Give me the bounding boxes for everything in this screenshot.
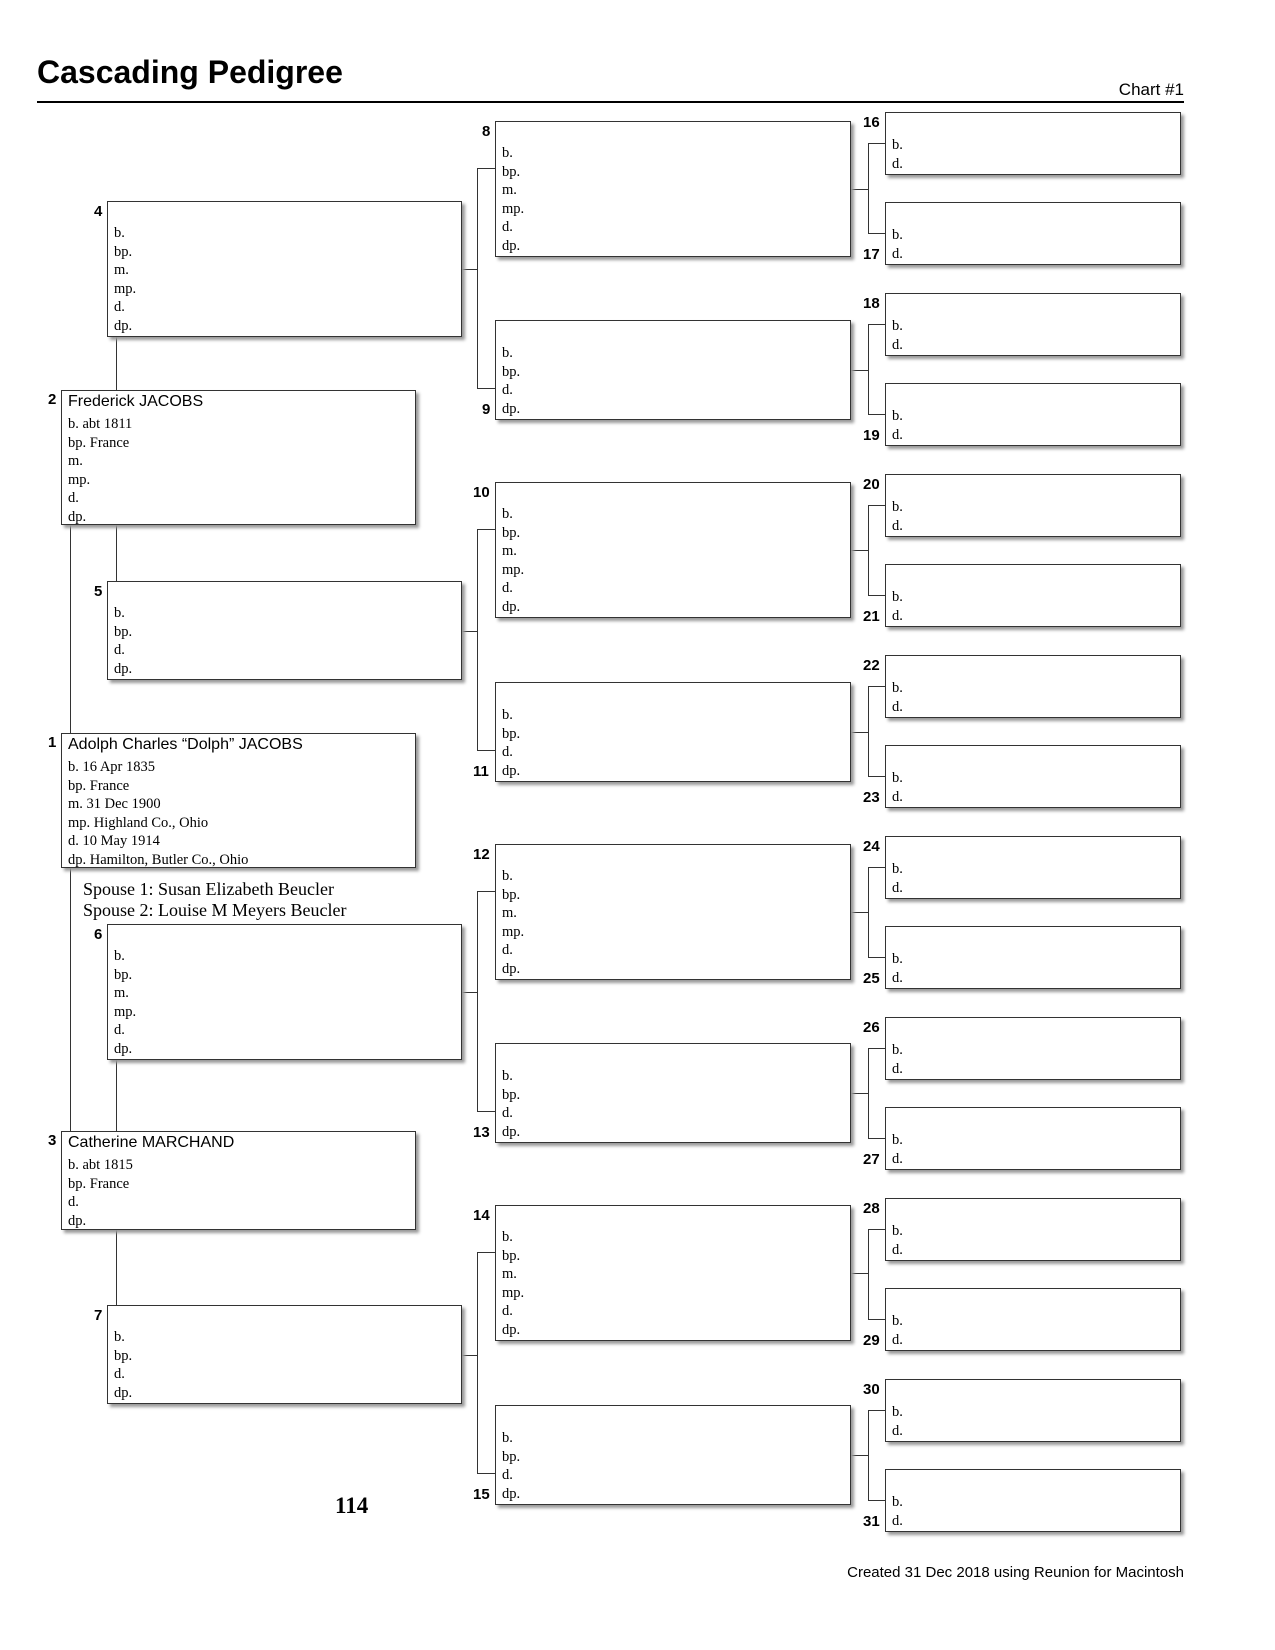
person-number: 24 [863, 838, 880, 855]
person-facts [114, 604, 132, 678]
page-title: Cascading Pedigree [37, 54, 343, 90]
bracket-top-11 [868, 686, 885, 687]
fact-line: d. [114, 299, 125, 315]
person-facts [502, 867, 524, 978]
person-facts [892, 860, 903, 897]
fact-line: dp. [502, 400, 521, 417]
person-facts [892, 317, 903, 354]
fact-line: b. [892, 951, 903, 967]
person-name: Catherine MARCHAND [68, 1134, 235, 1151]
fact-line: b. abt 1815 [68, 1157, 133, 1173]
fact-line: dp. [68, 1212, 87, 1229]
person-box-17[interactable] [885, 202, 1181, 265]
fact-line: d. [502, 942, 513, 958]
chart-number: Chart #1 [1118, 80, 1184, 99]
person-number: 28 [863, 1200, 880, 1217]
person-number: 5 [94, 583, 103, 600]
fact-line: d. [892, 879, 903, 896]
person-facts [892, 769, 903, 806]
person-facts [892, 1222, 903, 1259]
fact-line: d. [502, 1105, 513, 1121]
fact-line: dp. [114, 317, 133, 334]
person-facts [892, 588, 903, 625]
person-facts [68, 415, 132, 526]
fact-line: bp. [502, 163, 521, 180]
fact-line: b. [114, 1329, 125, 1345]
bracket-bottom-14 [868, 1319, 885, 1320]
fact-line: b. [502, 1430, 513, 1446]
fact-line: bp. [502, 1247, 521, 1264]
person-box-7[interactable] [107, 1305, 462, 1404]
bracket-vert-7 [477, 1252, 478, 1473]
fact-line: d. [892, 517, 903, 534]
bracket-vert-9 [868, 324, 869, 414]
fact-line: d. [502, 1467, 513, 1483]
person-facts [502, 505, 524, 616]
fact-line: bp. [114, 966, 133, 983]
bracket-vert-11 [868, 686, 869, 776]
person-box-22[interactable] [885, 655, 1181, 718]
fact-line: b. [114, 948, 125, 964]
fact-line: bp. [502, 524, 521, 541]
person-name: Adolph Charles “Dolph” JACOBS [68, 736, 303, 753]
person-number: 6 [94, 926, 103, 943]
person-facts [502, 1429, 520, 1503]
fact-line: b. [892, 408, 903, 424]
fact-line: dp. [502, 1321, 521, 1338]
person-facts [892, 136, 903, 173]
title-rule [37, 101, 1184, 103]
fact-line: dp. Hamilton, Butler Co., Ohio [68, 851, 249, 868]
bracket-bottom-11 [868, 776, 885, 777]
person-box-23[interactable] [885, 745, 1181, 808]
fact-line: d. [114, 642, 125, 658]
fact-line: b. [502, 1068, 513, 1084]
spouse-1: Spouse 1: Susan Elizabeth Beucler [83, 879, 334, 899]
person-box-5[interactable] [107, 581, 462, 680]
bracket-bottom-5 [477, 750, 495, 751]
fact-line: b. [502, 506, 513, 522]
person-facts [502, 706, 520, 780]
fact-line: b. [502, 145, 513, 161]
person-facts [68, 1156, 133, 1230]
person-facts [892, 1403, 903, 1440]
person-number: 13 [473, 1124, 490, 1141]
fact-line: b. [892, 589, 903, 605]
person-box-8[interactable] [495, 121, 851, 257]
fact-line: bp. France [68, 434, 130, 451]
fact-line: dp. [502, 1123, 521, 1140]
fact-line: b. [502, 1229, 513, 1245]
person-facts [892, 1041, 903, 1078]
fact-line: d. [892, 336, 903, 353]
fact-line: dp. [502, 762, 521, 779]
fact-line: mp. [114, 1003, 137, 1020]
fact-line: b. [892, 1404, 903, 1420]
bracket-stub-12 [851, 912, 868, 913]
person-box-27[interactable] [885, 1107, 1181, 1170]
person-box-31[interactable] [885, 1469, 1181, 1532]
person-number: 25 [863, 970, 880, 987]
person-box-29[interactable] [885, 1288, 1181, 1351]
person-box-25[interactable] [885, 926, 1181, 989]
fact-line: d. [68, 1194, 79, 1210]
fact-line: b. [892, 1132, 903, 1148]
connector-1-3 [70, 868, 71, 1131]
fact-line: d. [68, 490, 79, 506]
person-box-13[interactable] [495, 1043, 851, 1143]
connector-3-7 [116, 1230, 117, 1305]
person-number: 14 [473, 1207, 490, 1224]
fact-line: m. [502, 905, 517, 921]
fact-line: d. [502, 219, 513, 235]
bracket-vert-8 [868, 143, 869, 233]
fact-line: dp. [114, 1040, 133, 1057]
person-facts [114, 224, 136, 335]
person-box-19[interactable] [885, 383, 1181, 446]
person-facts [892, 1493, 903, 1530]
fact-line: m. [68, 453, 83, 469]
fact-line: bp. [114, 1347, 133, 1364]
person-number: 19 [863, 427, 880, 444]
fact-line: b. [892, 1313, 903, 1329]
person-number: 1 [48, 734, 57, 751]
bracket-vert-14 [868, 1229, 869, 1319]
fact-line: bp. [502, 725, 521, 742]
person-number: 26 [863, 1019, 880, 1036]
person-box-16[interactable] [885, 112, 1181, 175]
bracket-vert-4 [477, 168, 478, 388]
connector-1-2 [70, 525, 71, 733]
fact-line: d. [892, 1150, 903, 1167]
fact-line: dp. [68, 508, 87, 525]
fact-line: b. [114, 605, 125, 621]
person-box-18[interactable] [885, 293, 1181, 356]
person-box-26[interactable] [885, 1017, 1181, 1080]
person-box-9[interactable] [495, 320, 851, 420]
bracket-vert-15 [868, 1410, 869, 1500]
fact-line: dp. [114, 1384, 133, 1401]
bracket-top-7 [477, 1252, 495, 1253]
bracket-stub-7 [462, 1355, 477, 1356]
fact-line: d. [892, 1060, 903, 1077]
bracket-top-8 [868, 143, 885, 144]
fact-line: bp. [502, 1448, 521, 1465]
person-box-6[interactable] [107, 924, 462, 1060]
bracket-bottom-9 [868, 414, 885, 415]
fact-line: dp. [502, 237, 521, 254]
fact-line: bp. France [68, 777, 130, 794]
fact-line: mp. [502, 923, 525, 940]
person-facts [892, 1131, 903, 1168]
fact-line: b. [892, 1042, 903, 1058]
person-facts [502, 1228, 524, 1339]
fact-line: bp. [502, 1086, 521, 1103]
spouse-2: Spouse 2: Louise M Meyers Beucler [83, 900, 347, 920]
connector-2-4 [116, 337, 117, 390]
fact-line: mp. [502, 200, 525, 217]
person-facts [502, 144, 524, 255]
person-number: 21 [863, 608, 880, 625]
fact-line: d. [892, 788, 903, 805]
fact-line: b. [892, 861, 903, 877]
person-number: 2 [48, 391, 57, 408]
bracket-top-15 [868, 1410, 885, 1411]
bracket-top-5 [477, 529, 495, 530]
bracket-stub-11 [851, 732, 868, 733]
bracket-stub-14 [851, 1273, 868, 1274]
bracket-stub-8 [851, 189, 868, 190]
person-facts [114, 1328, 132, 1402]
person-number: 4 [94, 203, 103, 220]
person-facts [502, 344, 520, 418]
bracket-top-6 [477, 891, 495, 892]
fact-line: m. [114, 262, 129, 278]
bracket-bottom-4 [477, 388, 495, 389]
bracket-bottom-13 [868, 1138, 885, 1139]
person-box-3[interactable] [61, 1131, 416, 1230]
fact-line: b. abt 1811 [68, 416, 133, 432]
fact-line: b. [892, 499, 903, 515]
person-number: 17 [863, 246, 880, 263]
person-facts [892, 679, 903, 716]
person-facts [892, 226, 903, 263]
fact-line: b. [892, 770, 903, 786]
person-box-1[interactable] [61, 733, 416, 868]
person-name: Frederick JACOBS [68, 393, 204, 410]
person-box-30[interactable] [885, 1379, 1181, 1442]
fact-line: m. [502, 543, 517, 559]
person-box-12[interactable] [495, 844, 851, 980]
bracket-bottom-10 [868, 595, 885, 596]
person-facts [68, 758, 248, 869]
person-box-15[interactable] [495, 1405, 851, 1505]
fact-line: b. 16 Apr 1835 [68, 759, 155, 775]
fact-line: b. [114, 225, 125, 241]
bracket-bottom-8 [868, 233, 885, 234]
bracket-top-12 [868, 867, 885, 868]
fact-line: m. [502, 1266, 517, 1282]
fact-line: d. [892, 607, 903, 624]
person-number: 11 [473, 763, 489, 780]
bracket-stub-6 [462, 992, 477, 993]
person-facts [114, 947, 136, 1058]
fact-line: d. [892, 245, 903, 262]
bracket-top-13 [868, 1048, 885, 1049]
fact-line: dp. [114, 660, 133, 677]
fact-line: b. [502, 707, 513, 723]
person-number: 16 [863, 114, 880, 131]
fact-line: d. [892, 426, 903, 443]
fact-line: mp. [502, 561, 525, 578]
person-number: 31 [863, 1513, 880, 1530]
fact-line: b. [892, 318, 903, 334]
bracket-top-10 [868, 505, 885, 506]
person-box-24[interactable] [885, 836, 1181, 899]
person-number: 23 [863, 789, 880, 806]
person-box-10[interactable] [495, 482, 851, 618]
fact-line: d. 10 May 1914 [68, 833, 160, 849]
bracket-stub-9 [851, 370, 868, 371]
fact-line: m. [114, 985, 129, 1001]
person-box-11[interactable] [495, 682, 851, 782]
connector-2-5 [116, 525, 117, 581]
fact-line: d. [892, 698, 903, 715]
fact-line: bp. [114, 243, 133, 260]
person-number: 12 [473, 846, 490, 863]
bracket-bottom-12 [868, 957, 885, 958]
person-facts [892, 498, 903, 535]
fact-line: d. [114, 1022, 125, 1038]
fact-line: dp. [502, 1485, 521, 1502]
bracket-vert-5 [477, 529, 478, 750]
person-facts [892, 1312, 903, 1349]
fact-line: bp. [502, 886, 521, 903]
bracket-vert-13 [868, 1048, 869, 1138]
person-facts [502, 1067, 520, 1141]
person-number: 27 [863, 1151, 880, 1168]
person-box-20[interactable] [885, 474, 1181, 537]
fact-line: dp. [502, 598, 521, 615]
fact-line: d. [114, 1366, 125, 1382]
bracket-bottom-7 [477, 1473, 495, 1474]
bracket-bottom-15 [868, 1500, 885, 1501]
person-number: 18 [863, 295, 880, 312]
person-number: 9 [482, 401, 491, 418]
bracket-stub-5 [462, 631, 477, 632]
bracket-top-9 [868, 324, 885, 325]
fact-line: m. 31 Dec 1900 [68, 796, 161, 812]
fact-line: mp. Highland Co., Ohio [68, 814, 209, 831]
fact-line: mp. [502, 1284, 525, 1301]
bracket-top-14 [868, 1229, 885, 1230]
person-number: 15 [473, 1486, 490, 1503]
person-number: 29 [863, 1332, 880, 1349]
fact-line: d. [892, 1331, 903, 1348]
fact-line: mp. [68, 471, 91, 488]
fact-line: b. [892, 1494, 903, 1510]
fact-line: b. [892, 680, 903, 696]
fact-line: d. [892, 1422, 903, 1439]
person-number: 3 [48, 1132, 57, 1149]
fact-line: d. [502, 744, 513, 760]
bracket-stub-15 [851, 1455, 868, 1456]
person-number: 22 [863, 657, 880, 674]
bracket-stub-13 [851, 1093, 868, 1094]
fact-line: dp. [502, 960, 521, 977]
person-box-28[interactable] [885, 1198, 1181, 1261]
person-facts [892, 950, 903, 987]
fact-line: d. [502, 1303, 513, 1319]
person-box-2[interactable] [61, 390, 416, 525]
bracket-vert-6 [477, 891, 478, 1111]
fact-line: d. [502, 382, 513, 398]
bracket-stub-10 [851, 550, 868, 551]
fact-line: b. [502, 345, 513, 361]
footer-credit: Created 31 Dec 2018 using Reunion for Macintosh [847, 1564, 1184, 1581]
fact-line: mp. [114, 280, 137, 297]
bracket-bottom-6 [477, 1111, 495, 1112]
person-box-21[interactable] [885, 564, 1181, 627]
fact-line: b. [892, 227, 903, 243]
fact-line: b. [892, 137, 903, 153]
person-facts [892, 407, 903, 444]
person-number: 7 [94, 1307, 103, 1324]
fact-line: bp. [114, 623, 133, 640]
fact-line: b. [892, 1223, 903, 1239]
fact-line: d. [502, 580, 513, 596]
fact-line: d. [892, 969, 903, 986]
person-number: 8 [482, 123, 491, 140]
bracket-top-4 [477, 168, 495, 169]
fact-line: d. [892, 1241, 903, 1258]
bracket-vert-12 [868, 867, 869, 957]
fact-line: b. [502, 868, 513, 884]
fact-line: bp. France [68, 1175, 130, 1192]
person-box-14[interactable] [495, 1205, 851, 1341]
person-number: 20 [863, 476, 880, 493]
person-box-4[interactable] [107, 201, 462, 337]
bracket-stub-4 [462, 269, 477, 270]
page-number: 114 [335, 1493, 369, 1518]
fact-line: d. [892, 1512, 903, 1529]
fact-line: m. [502, 182, 517, 198]
connector-3-6 [116, 1060, 117, 1131]
person-number: 30 [863, 1381, 880, 1398]
fact-line: bp. [502, 363, 521, 380]
person-number: 10 [473, 484, 490, 501]
fact-line: d. [892, 155, 903, 172]
bracket-vert-10 [868, 505, 869, 595]
